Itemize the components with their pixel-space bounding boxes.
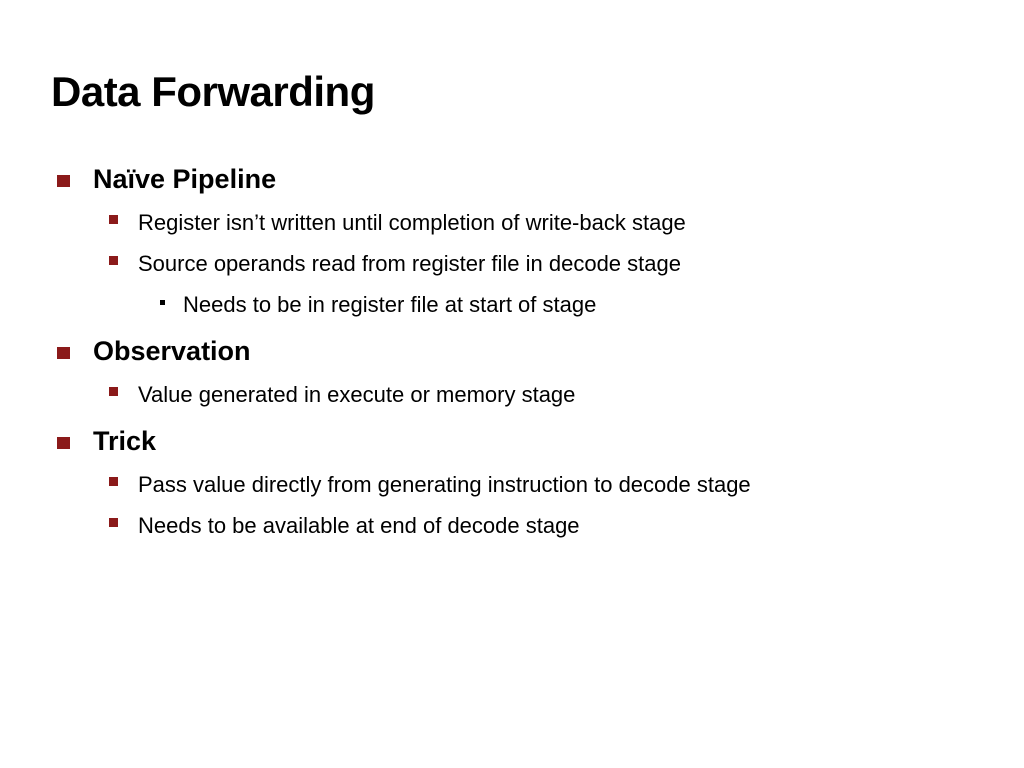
sub-bullet-item: Needs to be in register file at start of stage [183, 292, 597, 317]
bullet-item: Pass value directly from generating instruction to decode stage [138, 472, 751, 497]
bullet-item: Register isn’t written until completion of write-back stage [138, 210, 686, 235]
square-bullet-icon [109, 518, 118, 527]
bullet-item: Needs to be available at end of decode stage [138, 513, 580, 538]
section-heading-naive-pipeline: Naïve Pipeline [93, 164, 277, 194]
bullet-item: Source operands read from register file in decode stage [138, 251, 681, 276]
square-bullet-icon [109, 477, 118, 486]
square-bullet-icon [109, 256, 118, 265]
section-heading-observation: Observation [93, 336, 251, 366]
bullet-item: Value generated in execute or memory stage [138, 382, 576, 407]
small-square-bullet-icon [160, 300, 165, 305]
square-bullet-icon [109, 387, 118, 396]
slide-title: Data Forwarding [51, 68, 375, 115]
square-bullet-icon [109, 215, 118, 224]
square-bullet-icon [57, 437, 70, 449]
square-bullet-icon [57, 347, 70, 359]
square-bullet-icon [57, 175, 70, 187]
section-heading-trick: Trick [93, 426, 157, 456]
